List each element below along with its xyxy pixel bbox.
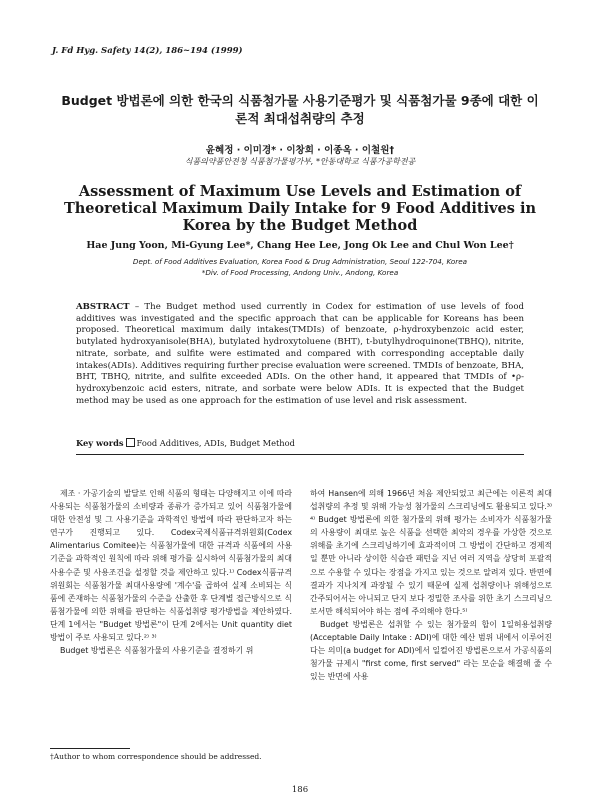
english-authors: Hae Jung Yoon, Mi-Gyung Lee*, Chang Hee Lee, Jong Ok Lee and Chul Won Lee† [86,240,514,251]
journal-reference: J. Fd Hyg. Safety 14(2), 186~194 (1999) [52,46,243,56]
affiliation-line-2: *Div. of Food Processing, Andong Univ., Andong, Korea [201,268,399,277]
keywords-label: Key words [76,438,124,448]
keywords-text: Food Additives, ADIs, Budget Method [136,438,295,448]
paragraph: Budget 방법론은 섭취할 수 있는 첨가물의 합이 1일허용섭취량(Acceptable Daily Intake : ADI)에 대한 예산 범위 내에서 이루어진다는 의미(a budget for ADI)에서 일컬어진 방법론으로서 가공식품의 첨가물 규제시 "first come, first served" 라는 모순을 해결해 줄 수 있는 반면에 사용 [310,619,552,682]
korean-affiliation: 식품의약품안전청 식품첨가물평가부, *안동대학교 식품가공학전공 [184,157,416,166]
keywords [76,438,295,448]
abstract-label: ABSTRACT [76,302,130,312]
page-number: 186 [291,785,309,795]
paragraph: 하여 Hansen에 의해 1966년 처음 제안되었고 최근에는 이론적 최대섭취량의 추정 및 위해 가능성 첨가물의 스크리닝에도 활용되고 있다.³⁾⁴⁾ Budget 방법론에 의한 첨가물의 위해 평가는 소비자가 식품첨가물의 사용량이 최대로 높은 식품을 선택한 최악의 경우를 가상한 것으로 위해를 초기에 스크리닝하기에 효과적이며 그 방법이 간단하고 경제적일 뿐만 아니라 상이한 식습관 패턴을 지닌 여러 지역을 상당히 포괄적으로 수용할 수 있다는 장점을 가지고 있는 것으로 알려져 있다. 반면에 결과가 지나치게 과장될 수 있기 때문에 실제 섭취량이나 위해성으로 간주되어서는 아니되고 단지 보다 정밀한 조사를 위한 초기 스크리닝으로서만 해석되어야 하는 점에 주의해야 한다.⁵⁾ [310,489,552,616]
korean-title: Budget 방법론에 의한 한국의 식품첨가물 사용기준평가 및 식품첨가물 9종에 대한 이론적 최대섭취량의 추정 [61,93,539,126]
english-affiliation [50,256,550,278]
abstract [76,302,524,407]
paragraph: 제조 · 가공기술의 발달로 인해 식품의 형태는 다양해지고 이에 따라 사용되는 식품첨가물의 소비량과 종류가 증가되고 있어 식품첨가물에 대한 안전성 및 그 사용기준을 과학적인 방법에 따라 판단하고자 하는 연구가 진행되고 있다. Codex국제식품규격위원회(Codex Alimentarius Comitee)는 식품첨가물에 대한 규격과 식품에의 사용기준을 과학적인 원칙에 따라 위해 평가를 실시하여 식품첨가물의 최대 사용수준 및 사용조건을 설정할 것을 제안하고 있다.¹⁾ Codex식품규격위원회는 식품첨가물 최대사용량에 '계수'를 곱하여 실제 소비되는 식품에 존재하는 식품첨가물의 수준을 산출한 후 단계별 접근방식으로 식품첨가물에 의한 위해를 판단하는 식품섭취량 평가방법을 제안하였다. 단계 1에서는 "Budget 방법론"이 단계 2에서는 Unit quantity diet 방법이 주로 사용되고 있다.²⁾ ³⁾ [50,489,292,643]
body-column-left [50,487,292,657]
korean-authors: 윤혜정 · 이미경* · 이창희 · 이종옥 · 이철원† [205,145,395,156]
affiliation-line-1: Dept. of Food Additives Evaluation, Korea Food & Drug Administration, Seoul 122-704, Korea [132,257,468,266]
body-column-right [310,487,552,683]
abstract-text: – The Budget method used currently in Codex for estimation of use levels of food additives was investigated and the specific approach that can be applicable for Koreans has been proposed. Theoretical maximum daily intakes(TMDIs) of benzoate, ρ-hydroxybenzoic acid ester, butylated hydroxyanisole(BHA), butylated hydroxytoluene (BHT), t-butylhydroquinone(TBHQ), nitrite, nitrate, sorbate, and sulfite were estimated and compared with corresponding acceptable daily intakes(ADIs). Additives requiring further precise evaluation were screened. TMDIs of benzoate, BHA, BHT, TBHQ, nitrite, and sulfite exceeded ADIs. On the other hand, it appeared that TMDIs of •ρ-hydroxybenzoic acid esters, nitrate, and sorbate were below ADIs. It is expected that the Budget method may be used as one approach for the estimation of use level and risk assessment. [76,302,525,406]
paragraph: Budget 방법론은 식품첨가물의 사용기준을 결정하기 위 [60,646,254,656]
footnote: †Author to whom correspondence should be addressed. [50,752,262,761]
abstract-divider [76,454,524,455]
checkbox-square-icon [126,438,135,447]
english-title: Assessment of Maximum Use Levels and Estimation of Theoretical Maximum Daily Intake for 9 Food Additives in Korea by the Budget Method [63,183,537,234]
footnote-divider [50,748,130,749]
